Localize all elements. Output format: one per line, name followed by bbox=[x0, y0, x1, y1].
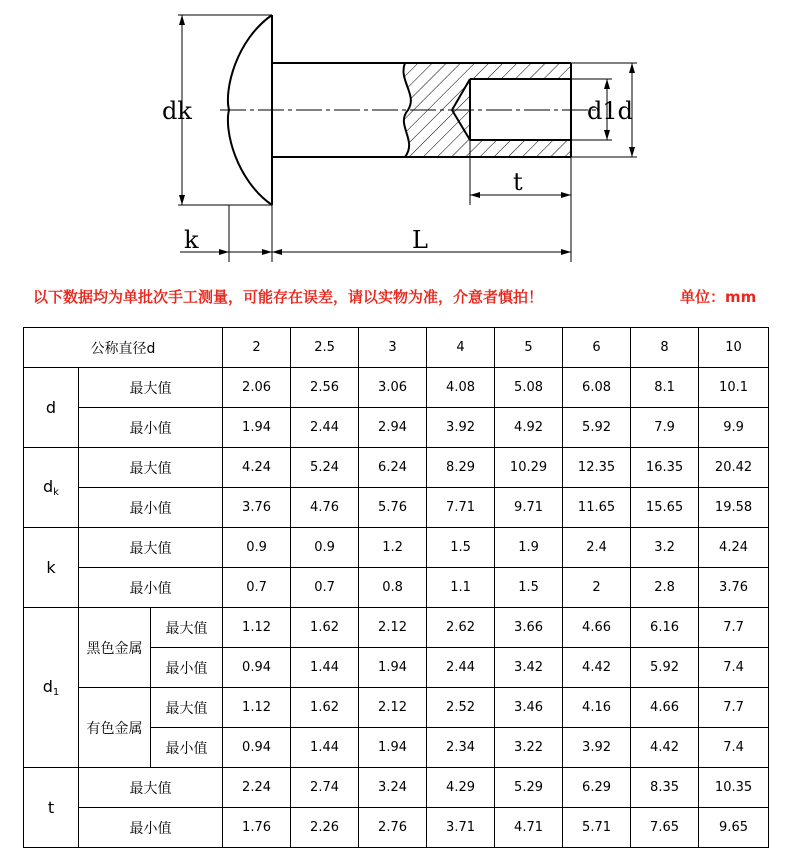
value-cell: 7.4 bbox=[699, 728, 769, 768]
max-label: 最大值 bbox=[79, 528, 223, 568]
table-row bbox=[24, 808, 769, 848]
label-k: k bbox=[184, 226, 199, 254]
min-label: 最小值 bbox=[151, 648, 223, 688]
param-d bbox=[24, 368, 79, 448]
size-header: 4 bbox=[427, 328, 495, 368]
material-nonferrous: 有色金属 bbox=[79, 688, 151, 768]
value-cell: 4.24 bbox=[699, 528, 769, 568]
value-cell: 1.62 bbox=[291, 608, 359, 648]
value-cell: 0.9 bbox=[291, 528, 359, 568]
value-cell: 15.65 bbox=[631, 488, 699, 528]
value-cell: 3.22 bbox=[495, 728, 563, 768]
value-cell: 4.24 bbox=[223, 448, 291, 488]
value-cell: 8.1 bbox=[631, 368, 699, 408]
value-cell: 2.34 bbox=[427, 728, 495, 768]
value-cell: 1.94 bbox=[359, 648, 427, 688]
value-cell: 4.42 bbox=[631, 728, 699, 768]
header-row bbox=[24, 328, 769, 368]
table-row bbox=[24, 448, 769, 488]
value-cell: 7.9 bbox=[631, 408, 699, 448]
value-cell: 2.06 bbox=[223, 368, 291, 408]
value-cell: 3.06 bbox=[359, 368, 427, 408]
param-subscript: 1 bbox=[52, 687, 60, 698]
value-cell: 0.7 bbox=[291, 568, 359, 608]
value-cell: 5.71 bbox=[563, 808, 631, 848]
value-cell: 3.2 bbox=[631, 528, 699, 568]
value-cell: 5.92 bbox=[563, 408, 631, 448]
value-cell: 1.44 bbox=[291, 728, 359, 768]
table-row bbox=[24, 568, 769, 608]
table-row bbox=[24, 408, 769, 448]
max-label: 最大值 bbox=[79, 768, 223, 808]
value-cell: 6.29 bbox=[563, 768, 631, 808]
value-cell: 3.71 bbox=[427, 808, 495, 848]
min-label: 最小值 bbox=[79, 568, 223, 608]
value-cell: 9.65 bbox=[699, 808, 769, 848]
table-row bbox=[24, 768, 769, 808]
value-cell: 2.4 bbox=[563, 528, 631, 568]
min-label: 最小值 bbox=[79, 408, 223, 448]
unit-text: 单位：mm bbox=[680, 288, 757, 306]
value-cell: 3.92 bbox=[563, 728, 631, 768]
value-cell: 6.24 bbox=[359, 448, 427, 488]
max-label: 最大值 bbox=[79, 368, 223, 408]
value-cell: 2.24 bbox=[223, 768, 291, 808]
value-cell: 5.08 bbox=[495, 368, 563, 408]
value-cell: 2.94 bbox=[359, 408, 427, 448]
table-row bbox=[24, 688, 769, 728]
max-label: 最大值 bbox=[79, 448, 223, 488]
value-cell: 4.66 bbox=[563, 608, 631, 648]
param-symbol: k bbox=[46, 558, 56, 577]
label-t: t bbox=[513, 168, 523, 196]
value-cell: 1.2 bbox=[359, 528, 427, 568]
value-cell: 6.08 bbox=[563, 368, 631, 408]
value-cell: 1.9 bbox=[495, 528, 563, 568]
table-row bbox=[24, 608, 769, 648]
max-label: 最大值 bbox=[151, 688, 223, 728]
table-row bbox=[24, 488, 769, 528]
table-row bbox=[24, 368, 769, 408]
size-header: 3 bbox=[359, 328, 427, 368]
value-cell: 1.76 bbox=[223, 808, 291, 848]
value-cell: 19.58 bbox=[699, 488, 769, 528]
value-cell: 1.1 bbox=[427, 568, 495, 608]
value-cell: 10.1 bbox=[699, 368, 769, 408]
param-symbol: d bbox=[42, 677, 53, 696]
value-cell: 1.62 bbox=[291, 688, 359, 728]
value-cell: 7.71 bbox=[427, 488, 495, 528]
value-cell: 4.29 bbox=[427, 768, 495, 808]
size-header: 5 bbox=[495, 328, 563, 368]
value-cell: 1.94 bbox=[359, 728, 427, 768]
value-cell: 2.12 bbox=[359, 688, 427, 728]
value-cell: 4.42 bbox=[563, 648, 631, 688]
value-cell: 8.35 bbox=[631, 768, 699, 808]
value-cell: 7.7 bbox=[699, 608, 769, 648]
value-cell: 2 bbox=[563, 568, 631, 608]
value-cell: 2.52 bbox=[427, 688, 495, 728]
label-L: L bbox=[412, 226, 428, 254]
value-cell: 4.76 bbox=[291, 488, 359, 528]
value-cell: 8.29 bbox=[427, 448, 495, 488]
value-cell: 2.8 bbox=[631, 568, 699, 608]
value-cell: 2.74 bbox=[291, 768, 359, 808]
value-cell: 3.76 bbox=[223, 488, 291, 528]
label-d1d: d1d bbox=[587, 97, 633, 125]
param-dk bbox=[24, 448, 79, 528]
value-cell: 5.24 bbox=[291, 448, 359, 488]
value-cell: 1.5 bbox=[495, 568, 563, 608]
value-cell: 9.9 bbox=[699, 408, 769, 448]
value-cell: 1.12 bbox=[223, 608, 291, 648]
value-cell: 0.7 bbox=[223, 568, 291, 608]
value-cell: 1.44 bbox=[291, 648, 359, 688]
size-header: 2.5 bbox=[291, 328, 359, 368]
value-cell: 0.94 bbox=[223, 728, 291, 768]
value-cell: 4.66 bbox=[631, 688, 699, 728]
value-cell: 16.35 bbox=[631, 448, 699, 488]
min-label: 最小值 bbox=[79, 808, 223, 848]
max-label: 最大值 bbox=[151, 608, 223, 648]
header-label: 公称直径d bbox=[24, 328, 223, 368]
value-cell: 1.12 bbox=[223, 688, 291, 728]
value-cell: 3.76 bbox=[699, 568, 769, 608]
value-cell: 3.42 bbox=[495, 648, 563, 688]
value-cell: 12.35 bbox=[563, 448, 631, 488]
value-cell: 7.7 bbox=[699, 688, 769, 728]
size-header: 2 bbox=[223, 328, 291, 368]
value-cell: 3.66 bbox=[495, 608, 563, 648]
value-cell: 3.46 bbox=[495, 688, 563, 728]
value-cell: 2.62 bbox=[427, 608, 495, 648]
param-subscript: k bbox=[53, 487, 59, 498]
value-cell: 4.08 bbox=[427, 368, 495, 408]
value-cell: 2.56 bbox=[291, 368, 359, 408]
value-cell: 5.29 bbox=[495, 768, 563, 808]
param-t bbox=[24, 768, 79, 848]
value-cell: 4.16 bbox=[563, 688, 631, 728]
value-cell: 1.94 bbox=[223, 408, 291, 448]
value-cell: 7.65 bbox=[631, 808, 699, 848]
value-cell: 0.8 bbox=[359, 568, 427, 608]
value-cell: 0.94 bbox=[223, 648, 291, 688]
value-cell: 2.44 bbox=[427, 648, 495, 688]
value-cell: 2.76 bbox=[359, 808, 427, 848]
disclaimer-text: 以下数据均为单批次手工测量，可能存在误差，请以实物为准，介意者慎拍！ bbox=[33, 288, 544, 306]
param-symbol: t bbox=[47, 798, 55, 817]
min-label: 最小值 bbox=[79, 488, 223, 528]
size-header: 8 bbox=[631, 328, 699, 368]
spec-table bbox=[23, 327, 769, 848]
value-cell: 1.5 bbox=[427, 528, 495, 568]
value-cell: 4.71 bbox=[495, 808, 563, 848]
value-cell: 11.65 bbox=[563, 488, 631, 528]
notice-bar bbox=[0, 284, 790, 310]
value-cell: 20.42 bbox=[699, 448, 769, 488]
size-header: 10 bbox=[699, 328, 769, 368]
value-cell: 4.92 bbox=[495, 408, 563, 448]
value-cell: 9.71 bbox=[495, 488, 563, 528]
value-cell: 2.26 bbox=[291, 808, 359, 848]
param-symbol: d bbox=[45, 398, 57, 417]
param-symbol: d bbox=[43, 477, 54, 496]
value-cell: 6.16 bbox=[631, 608, 699, 648]
value-cell: 10.29 bbox=[495, 448, 563, 488]
value-cell: 10.35 bbox=[699, 768, 769, 808]
value-cell: 2.12 bbox=[359, 608, 427, 648]
value-cell: 2.44 bbox=[291, 408, 359, 448]
param-d1 bbox=[24, 608, 79, 768]
rivet-drawing bbox=[0, 0, 790, 275]
material-ferrous: 黑色金属 bbox=[79, 608, 151, 688]
size-header: 6 bbox=[563, 328, 631, 368]
value-cell: 5.92 bbox=[631, 648, 699, 688]
param-k bbox=[24, 528, 79, 608]
value-cell: 0.9 bbox=[223, 528, 291, 568]
value-cell: 5.76 bbox=[359, 488, 427, 528]
min-label: 最小值 bbox=[151, 728, 223, 768]
label-dk: dk bbox=[162, 97, 192, 125]
value-cell: 7.4 bbox=[699, 648, 769, 688]
table-row bbox=[24, 528, 769, 568]
value-cell: 3.24 bbox=[359, 768, 427, 808]
value-cell: 3.92 bbox=[427, 408, 495, 448]
